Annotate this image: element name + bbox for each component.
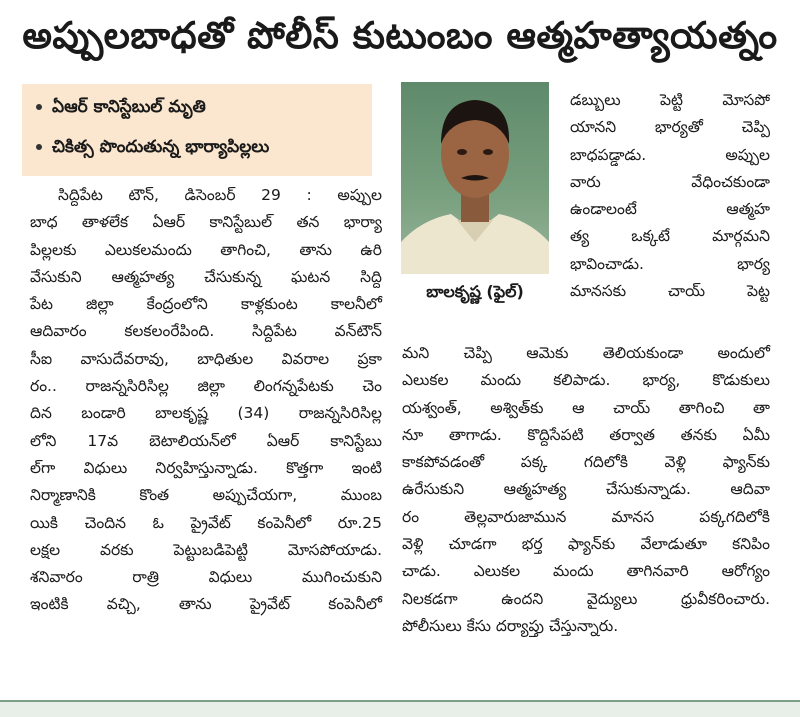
article-line: నూ తాగాడు. కొద్దిసేపటి తర్వాత తనకు ఏమీ [402,425,770,444]
article-line: ఆదివారం కలకలంరేపింది. సిద్దిపేట వన్‌టౌన్ [30,322,382,341]
article-line: డబ్బులు పెట్టి మోసపో [570,91,770,109]
subheadline-1 [36,94,206,120]
article-line: యికి చెందిన ఓ ప్రైవేట్ కంపెనీలో రూ.25 [30,513,382,532]
portrait-image [401,82,549,274]
article-line: యానని భార్యతో చెప్పి [570,118,770,137]
article-line: చాడు. ఎలుకల మందు తాగినవారి ఆరోగ్యం [402,562,770,581]
portrait-photo [401,82,549,274]
bullet-icon [36,144,42,150]
article-line: బాధ తాళలేక ఏఆర్ కానిస్టేబుల్ తన భార్యా [30,213,382,232]
article-line: ఉరేసుకుని ఆత్మహత్య చేసుకున్నాడు. ఆదివా [402,480,770,499]
article-column-right-top [570,87,770,305]
article-line: బాధపడ్డాడు. అప్పుల [570,145,770,164]
article-line: ల్‌గా విధులు నిర్వహిస్తున్నాడు. కొత్తగా ఇంటి [30,458,382,477]
article-line: త్య ఒక్కటే మార్గమని [570,227,770,246]
article-column-left [30,182,382,619]
bottom-rule [0,700,800,717]
article-line: ఇంటికి వచ్చి, తాను ప్రైవేట్ కంపెనీలో [30,595,382,614]
subheadline-2 [36,134,269,160]
article-line: కాకపోవడంతో పక్క గదిలోకి వెళ్లి ఫ్యాన్‌కు [402,453,770,472]
article-line: వేసుకుని ఆత్మహత్య చేసుకున్న ఘటన సిద్ది [30,267,382,286]
article-line: పిల్లలకు ఎలుకలమందు తాగించి, తాను ఉరి [30,240,382,259]
article-line: రం.. రాజన్నసిరిసిల్ల జిల్లా లింగన్నపేటకు చెం [30,377,382,396]
article-line: నిలకడగా ఉందని వైద్యులు ధ్రువీకరించారు. [402,589,770,608]
article-line: పోలీసులు కేసు దర్యాప్తు చేస్తున్నారు. [402,616,619,635]
article-line: సిద్దిపేట టౌన్, డిసెంబర్ 29 : అప్పుల [58,186,382,204]
subheadline-1-text: ఏఆర్ కానిస్టేబుల్ మృతి [52,97,206,117]
article-line: శనివారం రాత్రి విధులు ముగించుకుని [30,568,382,587]
bullet-icon [36,104,42,110]
headline: అప్పులబాధతో పోలీస్ కుటుంబం ఆత్మహత్యాయత్నం [22,14,778,57]
article-line: పేట జిల్లా కేంద్రంలోని కాళ్లకుంట కాలనీలో [30,295,382,314]
article-line: ఉండాలంటే ఆత్మహ [570,200,770,219]
photo-caption: బాలకృష్ణ (ఫైల్) [426,282,524,301]
subheadline-box [22,84,372,176]
article-line: లోని 17వ బెటాలియన్‌లో ఏఆర్ కానిస్టేబు [30,431,382,450]
article-line: దిన బండారి బాలకృష్ణ (34) రాజన్నసిరిసిల్ల [30,404,382,423]
article-line: లక్షల వరకు పెట్టుబడిపెట్టి మోసపోయాడు. [30,540,382,559]
article-line: ఎలుకల మందు కలిపాడు. భార్య, కొడుకులు [402,371,770,390]
article-column-right-bottom [402,340,770,640]
subheadline-2-text: చికిత్స పొందుతున్న భార్యాపిల్లలు [52,137,270,157]
article-line: మానసకు చాయ్ పెట్ట [570,282,770,301]
article-line: యశ్వంత్, అశ్విత్‌కు ఆ చాయ్ తాగించి తా [402,398,770,417]
article-line: రం తెల్లవారుజామున మానస పక్కగదిలోకి [402,507,770,526]
article-line: నిర్మాణానికి కొంత అప్పుచేయగా, ముంబ [30,486,382,505]
article-line: భావించాడు. భార్య [570,254,770,273]
article-line: వారు వేధించకుండా [570,172,770,191]
article-line: సీఐ వాసుదేవరావు, బాధితుల వివరాల ప్రకా [30,349,382,368]
article-line: మని చెప్పి ఆమెకు తెలియకుండా అందులో [402,344,770,362]
article-line: వెళ్లి చూడగా భర్త ఫ్యాన్‌కు వేలాడుతూ కనిపిం [402,535,770,554]
